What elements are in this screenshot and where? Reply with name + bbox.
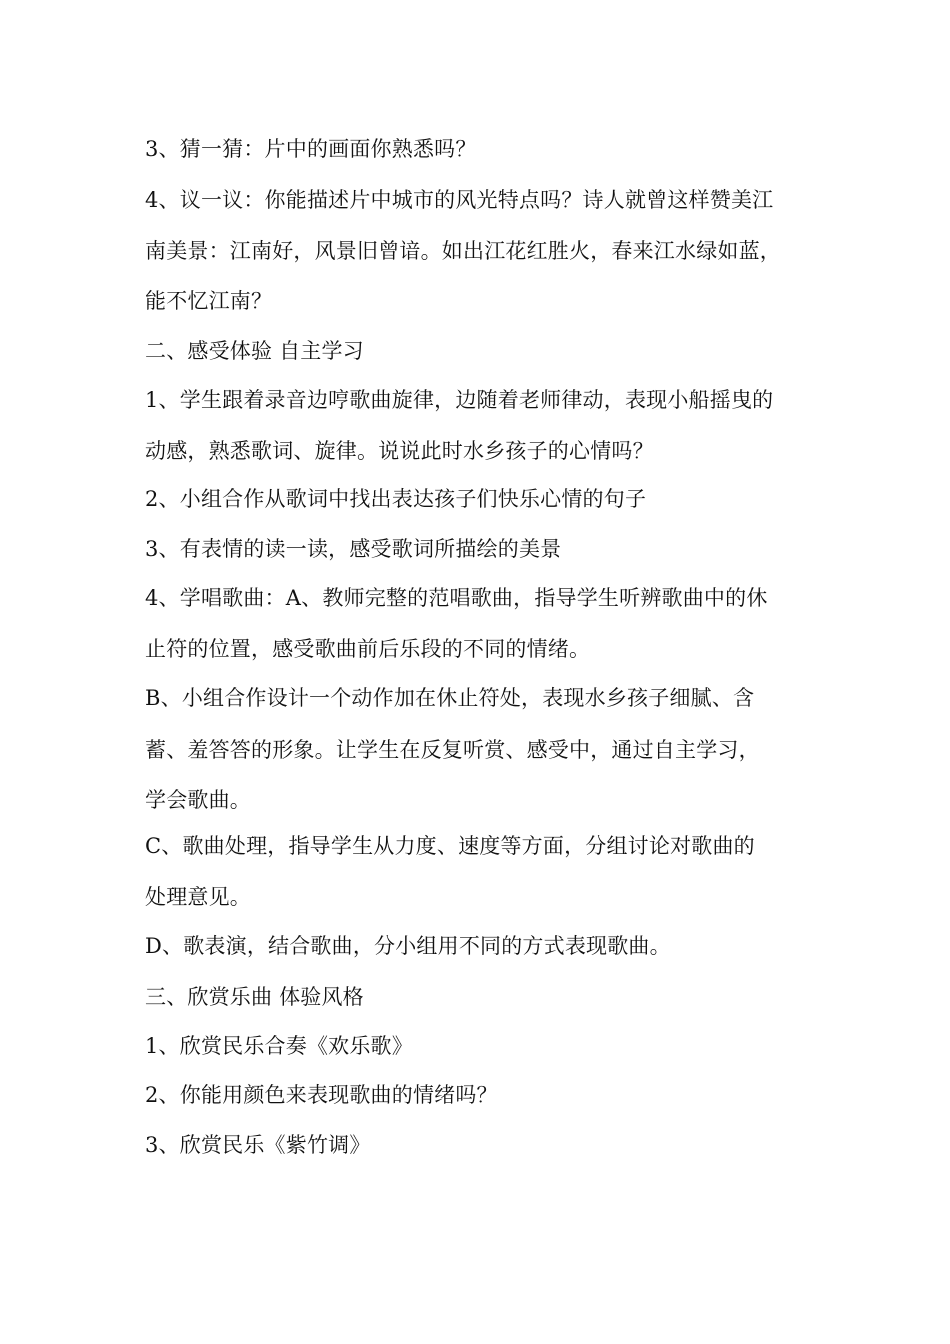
text-line-20: 2、你能用颜色来表现歌曲的情绪吗？ — [145, 1083, 498, 1107]
section-heading-3: 三、欣赏乐曲 体验风格 — [145, 985, 364, 1009]
text-line-9: 3、有表情的读一读，感受歌词所描绘的美景 — [145, 537, 562, 561]
text-line-12: B、小组合作设计一个动作加在休止符处，表现水乡孩子细腻、含 — [145, 686, 755, 710]
section-heading-2: 二、感受体验 自主学习 — [145, 339, 364, 363]
text-line-19: 1、欣赏民乐合奏《欢乐歌》 — [145, 1034, 413, 1058]
text-line-10: 4、学唱歌曲：A、教师完整的范唱歌曲，指导学生听辨歌曲中的休 — [145, 586, 768, 610]
text-line-1: 3、猜一猜：片中的画面你熟悉吗？ — [145, 137, 477, 161]
text-line-4: 能不忆江南？ — [145, 289, 273, 313]
text-line-15: C、歌曲处理，指导学生从力度、速度等方面，分组讨论对歌曲的 — [145, 834, 755, 858]
text-line-16: 处理意见。 — [145, 885, 251, 909]
text-line-21: 3、欣赏民乐《紫竹调》 — [145, 1133, 371, 1157]
text-line-13: 蓄、羞答答的形象。让学生在反复听赏、感受中，通过自主学习， — [145, 738, 760, 762]
text-line-17: D、歌表演，结合歌曲，分小组用不同的方式表现歌曲。 — [145, 934, 671, 958]
text-line-14: 学会歌曲。 — [145, 788, 251, 812]
text-line-6: 1、学生跟着录音边哼歌曲旋律，边随着老师律动，表现小船摇曳的 — [145, 388, 774, 412]
text-line-2: 4、议一议：你能描述片中城市的风光特点吗？诗人就曾这样赞美江 — [145, 188, 774, 212]
text-line-8: 2、小组合作从歌词中找出表达孩子们快乐心情的句子 — [145, 487, 647, 511]
text-line-7: 动感，熟悉歌词、旋律。说说此时水乡孩子的心情吗？ — [145, 439, 654, 463]
text-line-11: 止符的位置，感受歌曲前后乐段的不同的情绪。 — [145, 637, 591, 661]
text-line-3: 南美景：江南好，风景旧曾谙。如出江花红胜火，春来江水绿如蓝， — [145, 239, 781, 263]
